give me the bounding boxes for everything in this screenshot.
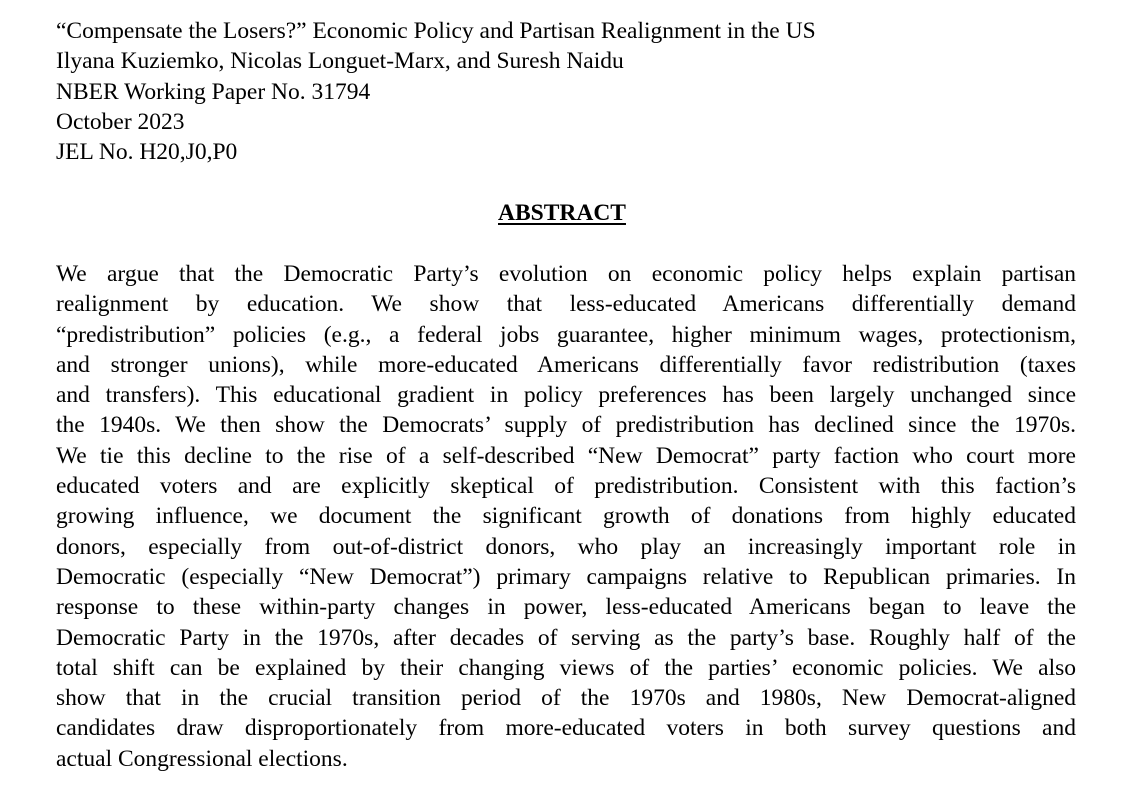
abstract-line: total shift can be explained by their changing views of the parties’ economic policies. We also bbox=[56, 654, 1076, 681]
paper-series: NBER Working Paper No. 31794 bbox=[56, 78, 371, 105]
paper-jel-codes: JEL No. H20,J0,P0 bbox=[56, 139, 238, 166]
abstract-line: show that in the crucial transition period of the 1970s and 1980s, New Democrat-aligned bbox=[56, 685, 1076, 712]
paper-date: October 2023 bbox=[56, 108, 185, 135]
paper-title: “Compensate the Losers?” Economic Policy and Partisan Realignment in the US bbox=[56, 18, 816, 44]
abstract-line: Democratic Party in the 1970s, after decades of serving as the party’s base. Roughly half of the bbox=[56, 624, 1076, 651]
abstract-line: the 1940s. We then show the Democrats’ supply of predistribution has declined since the 1970s. bbox=[56, 412, 1076, 439]
abstract-line: “predistribution” policies (e.g., a federal jobs guarantee, higher minimum wages, protectionism, bbox=[56, 321, 1076, 348]
paper-header bbox=[56, 16, 1096, 167]
abstract-line: We argue that the Democratic Party’s evolution on economic policy helps explain partisan bbox=[56, 261, 1076, 287]
abstract-line: growing influence, we document the significant growth of donations from highly educated bbox=[56, 503, 1076, 530]
abstract-line: candidates draw disproportionately from more-educated voters in both survey questions and bbox=[56, 715, 1076, 742]
abstract-line: and stronger unions), while more-educated Americans differentially favor redistribution (taxes bbox=[56, 351, 1076, 378]
abstract-line: response to these within-party changes in power, less-educated Americans began to leave the bbox=[56, 594, 1076, 621]
abstract-heading: ABSTRACT bbox=[498, 200, 626, 226]
abstract-line: donors, especially from out-of-district donors, who play an increasingly important role in bbox=[56, 533, 1076, 560]
abstract-line: realignment by education. We show that less-educated Americans differentially demand bbox=[56, 291, 1076, 318]
abstract-line: Democratic (especially “New Democrat”) primary campaigns relative to Republican primaries. In bbox=[56, 563, 1076, 590]
abstract-line: and transfers). This educational gradient in policy preferences has been largely unchanged since bbox=[56, 382, 1076, 409]
abstract-body bbox=[56, 259, 1076, 774]
abstract-line: actual Congressional elections. bbox=[56, 745, 348, 772]
abstract-line: We tie this decline to the rise of a self-described “New Democrat” party faction who court more bbox=[56, 442, 1076, 469]
paper-authors: Ilyana Kuziemko, Nicolas Longuet-Marx, and Suresh Naidu bbox=[56, 48, 624, 75]
abstract-line: educated voters and are explicitly skeptical of predistribution. Consistent with this faction’s bbox=[56, 473, 1076, 500]
